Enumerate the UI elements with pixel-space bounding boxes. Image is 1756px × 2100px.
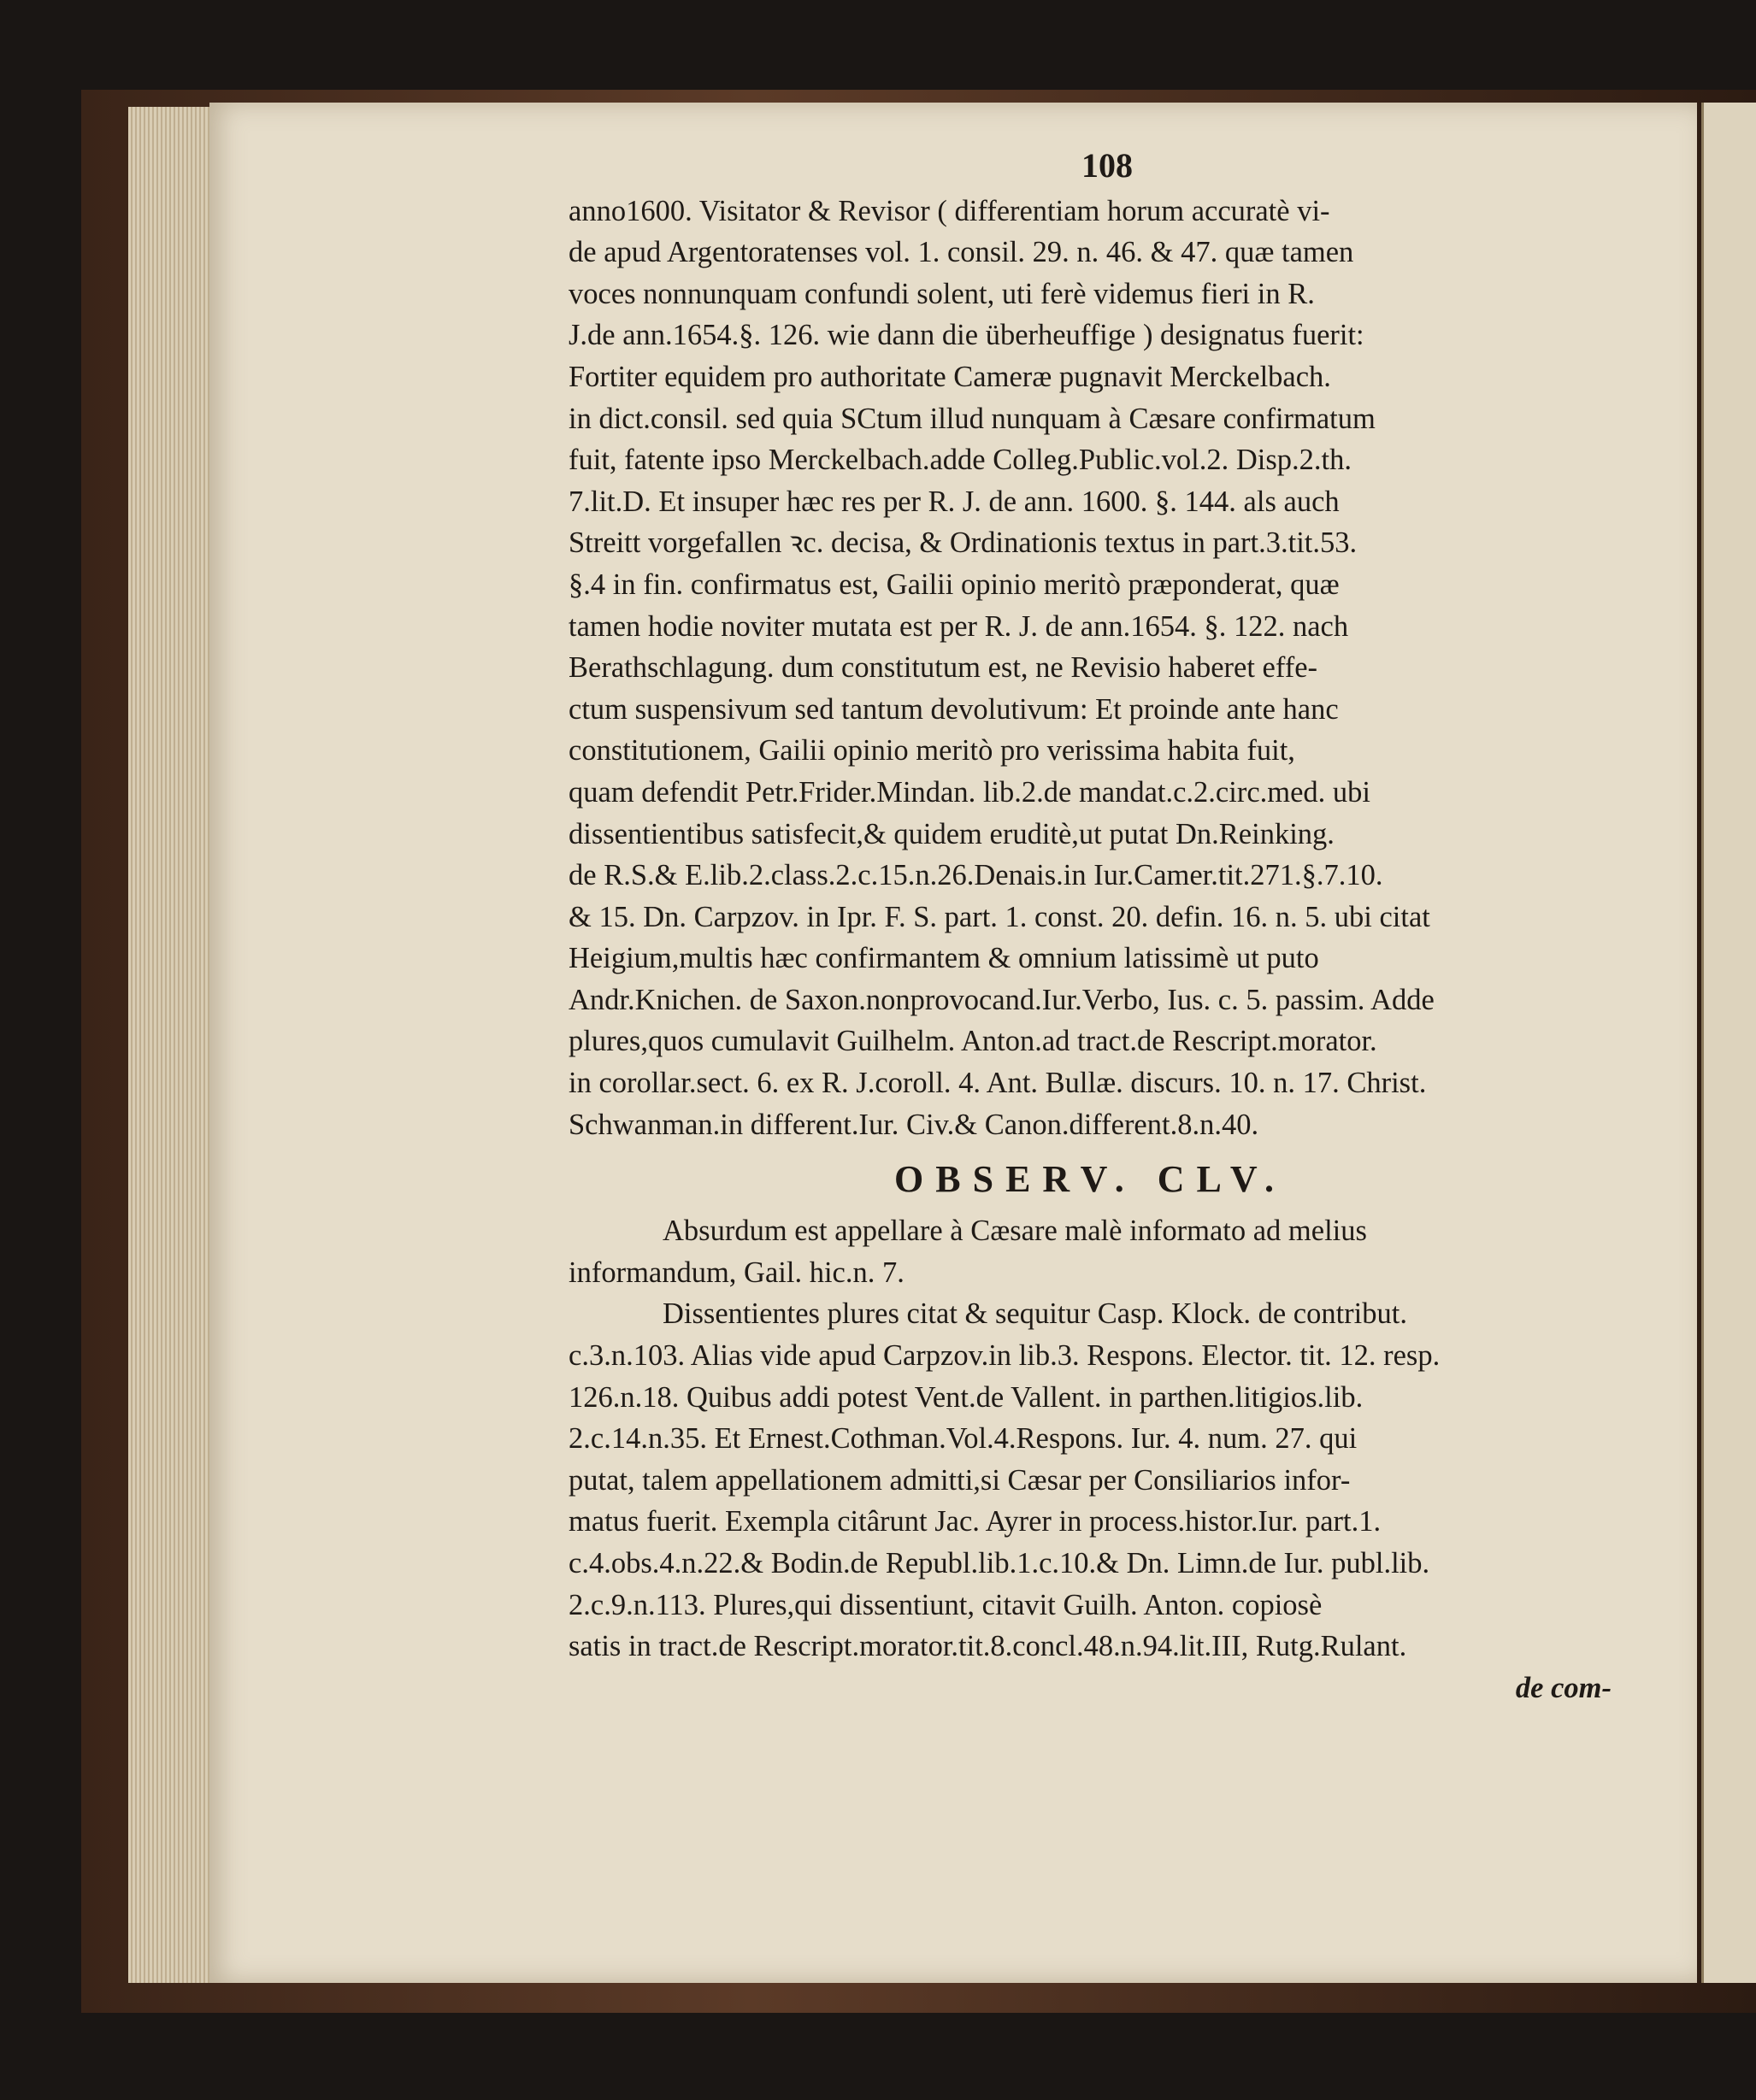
text-line: putat, talem appellationem admitti,si Cæsar per Consiliarios infor- <box>569 1463 1351 1497</box>
text-line: J.de ann.1654.§. 126. wie dann die überheuffige ) designatus fuerit: <box>569 319 1364 352</box>
text-line: Absurdum est appellare à Cæsare malè informato ad melius <box>663 1215 1367 1248</box>
text-line: & 15. Dn. Carpzov. in Ipr. F. S. part. 1. const. 20. defin. 16. n. 5. ubi citat <box>569 900 1430 933</box>
text-line: plures,quos cumulavit Guilhelm. Anton.ad tract.de Rescript.morator. <box>569 1025 1377 1058</box>
observation-body <box>569 1293 1612 1667</box>
observation-heading: OBSERV. CLV. <box>894 1158 1286 1201</box>
page-edges <box>128 107 214 1983</box>
text-line: 7.lit.D. Et insuper hæc res per R. J. de ann. 1600. §. 144. als auch <box>569 485 1340 518</box>
text-line: Heigium,multis hæc confirmantem & omnium latissimè ut puto <box>569 942 1319 975</box>
catchword: de com- <box>1515 1671 1612 1704</box>
text-line: §.4 in fin. confirmatus est, Gailii opinio meritò præponderat, quæ <box>569 568 1340 601</box>
text-line: informandum, Gail. hic.n. 7. <box>569 1256 905 1289</box>
text-line: ctum suspensivum sed tantum devolutivum: Et proinde ante hanc <box>569 692 1339 726</box>
page-text <box>569 145 1612 1709</box>
text-line: de R.S.& E.lib.2.class.2.c.15.n.26.Denais.in Iur.Camer.tit.271.§.7.10. <box>569 859 1383 892</box>
text-line: in corollar.sect. 6. ex R. J.coroll. 4. Ant. Bullæ. discurs. 10. n. 17. Christ. <box>569 1067 1427 1100</box>
text-line: c.3.n.103. Alias vide apud Carpzov.in lib.3. Respons. Elector. tit. 12. resp. <box>569 1339 1441 1373</box>
text-line: fuit, fatente ipso Merckelbach.adde Colleg.Public.vol.2. Disp.2.th. <box>569 444 1352 477</box>
page-number: 108 <box>1081 146 1133 185</box>
text-line: anno1600. Visitator & Revisor ( differentiam horum accuratè vi- <box>569 194 1330 227</box>
text-line: quam defendit Petr.Frider.Mindan. lib.2.de mandat.c.2.circ.med. ubi <box>569 775 1370 809</box>
text-line: 126.n.18. Quibus addi potest Vent.de Vallent. in parthen.litigios.lib. <box>569 1380 1364 1414</box>
text-line: de apud Argentoratenses vol. 1. consil. 29. n. 46. & 47. quæ tamen <box>569 236 1354 269</box>
text-line: in dict.consil. sed quia SCtum illud nunquam à Cæsare confirmatum <box>569 402 1376 435</box>
text-line: Dissentientes plures citat & sequitur Casp. Klock. de contribut. <box>663 1297 1407 1331</box>
text-line: Fortiter equidem pro authoritate Cameræ pugnavit Merckelbach. <box>569 360 1331 393</box>
text-line: Berathschlagung. dum constitutum est, ne Revisio haberet effe- <box>569 651 1318 685</box>
text-line: satis in tract.de Rescript.morator.tit.8.concl.48.n.94.lit.III, Rutg.Rulant. <box>569 1630 1407 1663</box>
text-line: Streitt vorgefallen ꝛc. decisa, & Ordinationis textus in part.3.tit.53. <box>569 526 1358 560</box>
text-line: Andr.Knichen. de Saxon.nonprovocand.Iur.Verbo, Ius. c. 5. passim. Adde <box>569 983 1435 1016</box>
observation-summary <box>569 1210 1612 1293</box>
text-line: 2.c.9.n.113. Plures,qui dissentiunt, citavit Guilh. Anton. copiosè <box>569 1588 1323 1621</box>
text-line: constitutionem, Gailii opinio meritò pro verissima habita fuit, <box>569 734 1295 768</box>
text-line: Schwanman.in different.Iur. Civ.& Canon.different.8.n.40. <box>569 1108 1259 1141</box>
text-line: c.4.obs.4.n.22.& Bodin.de Republ.lib.1.c.10.& Dn. Limn.de Iur. publ.lib. <box>569 1547 1430 1579</box>
text-line: dissentientibus satisfecit,& quidem eruditè,ut putat Dn.Reinking. <box>569 817 1335 850</box>
facing-page-edge <box>1701 103 1756 1983</box>
text-line: tamen hodie noviter mutata est per R. J. de ann.1654. §. 122. nach <box>569 609 1349 643</box>
body-paragraph <box>569 191 1612 1146</box>
text-line: 2.c.14.n.35. Et Ernest.Cothman.Vol.4.Respons. Iur. 4. num. 27. qui <box>569 1422 1358 1456</box>
text-line: voces nonnunquam confundi solent, uti ferè videmus fieri in R. <box>569 277 1315 310</box>
text-line: matus fuerit. Exempla citârunt Jac. Ayrer in process.histor.Iur. part.1. <box>569 1505 1382 1538</box>
